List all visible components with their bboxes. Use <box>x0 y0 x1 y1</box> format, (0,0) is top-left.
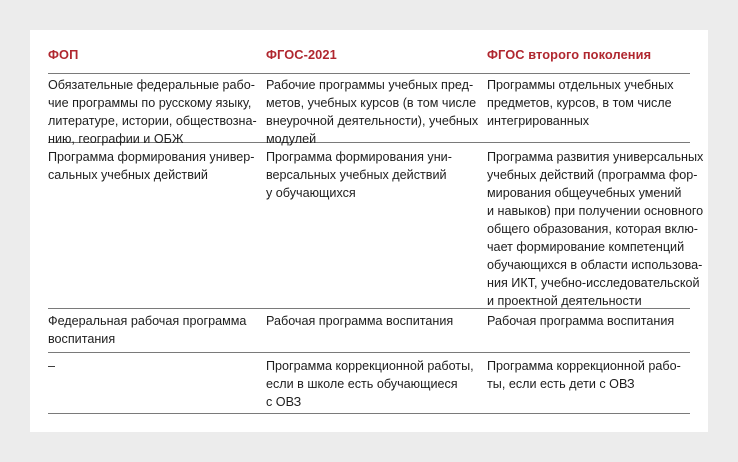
header-fop: ФОП <box>48 47 79 62</box>
header-fgos-second-gen: ФГОС второго поколения <box>487 47 652 62</box>
cell-line: метов, учебных курсов (в том числе <box>266 96 477 110</box>
table-cell <box>48 353 266 413</box>
cell-line: у обучающихся <box>266 186 356 200</box>
table-cell <box>48 143 266 308</box>
cell-line: – <box>48 359 56 373</box>
cell-line: Программа коррекционной работы, <box>266 359 474 373</box>
cell-line: Программа развития универсальных <box>487 150 704 164</box>
table-row <box>48 74 690 146</box>
cell-line: и проектной деятельности <box>487 294 642 308</box>
cell-line: если в школе есть обучающиеся <box>266 377 458 391</box>
table-cell <box>266 309 487 352</box>
cell-line: учебных действий (программа фор- <box>487 168 698 182</box>
cell-line: предметов, курсов, в том числе <box>487 96 672 110</box>
cell-line: Программа коррекционной рабо- <box>487 359 681 373</box>
cell-line: и навыков) при получении основного <box>487 204 704 218</box>
cell-line: Обязательные федеральные рабо- <box>48 78 255 92</box>
table-row <box>48 143 704 309</box>
cell-line: версальных учебных действий <box>266 168 447 182</box>
cell-line: чие программы по русскому языку, <box>48 96 252 110</box>
cell-line: Программа формирования универ- <box>48 150 255 164</box>
cell-line: Рабочие программы учебных пред- <box>266 78 474 92</box>
table-cell <box>266 74 487 146</box>
cell-line: модулей <box>266 132 317 146</box>
table-cell <box>487 309 690 352</box>
table-cell <box>48 74 266 146</box>
cell-line: сальных учебных действий <box>48 168 208 182</box>
table-row <box>48 353 690 414</box>
header-fgos-2021: ФГОС-2021 <box>266 47 337 62</box>
cell-line: ты, если есть дети с ОВЗ <box>487 377 635 391</box>
cell-line: Рабочая программа воспитания <box>266 314 454 328</box>
cell-line: Программа формирования уни- <box>266 150 452 164</box>
table-cell <box>266 143 487 308</box>
cell-line: интегрированных <box>487 114 590 128</box>
comparison-table <box>48 30 704 414</box>
cell-line: с ОВЗ <box>266 395 302 409</box>
cell-line: чает формирование компетенций <box>487 240 685 254</box>
table-cell <box>487 353 690 413</box>
cell-line: ния ИКТ, учебно-исследовательской <box>487 276 700 290</box>
cell-line: внеурочной деятельности), учебных <box>266 114 479 128</box>
cell-line: воспитания <box>48 332 116 346</box>
cell-line: нию, географии и ОБЖ <box>48 132 184 146</box>
table-cell <box>487 143 704 308</box>
cell-line: обучающихся в области использова- <box>487 258 703 272</box>
cell-line: литературе, истории, обществозна- <box>48 114 257 128</box>
table-card <box>30 30 708 432</box>
cell-line: Федеральная рабочая программа <box>48 314 247 328</box>
table-row <box>48 309 690 353</box>
table-cell <box>487 74 690 142</box>
cell-line: Программы отдельных учебных <box>487 78 674 92</box>
table-cell <box>48 309 266 352</box>
cell-line: Рабочая программа воспитания <box>487 314 675 328</box>
cell-line: общего образования, которая вклю- <box>487 222 699 236</box>
table-cell <box>266 353 487 413</box>
table-header-row <box>48 30 690 74</box>
cell-line: мирования общеучебных умений <box>487 186 682 200</box>
